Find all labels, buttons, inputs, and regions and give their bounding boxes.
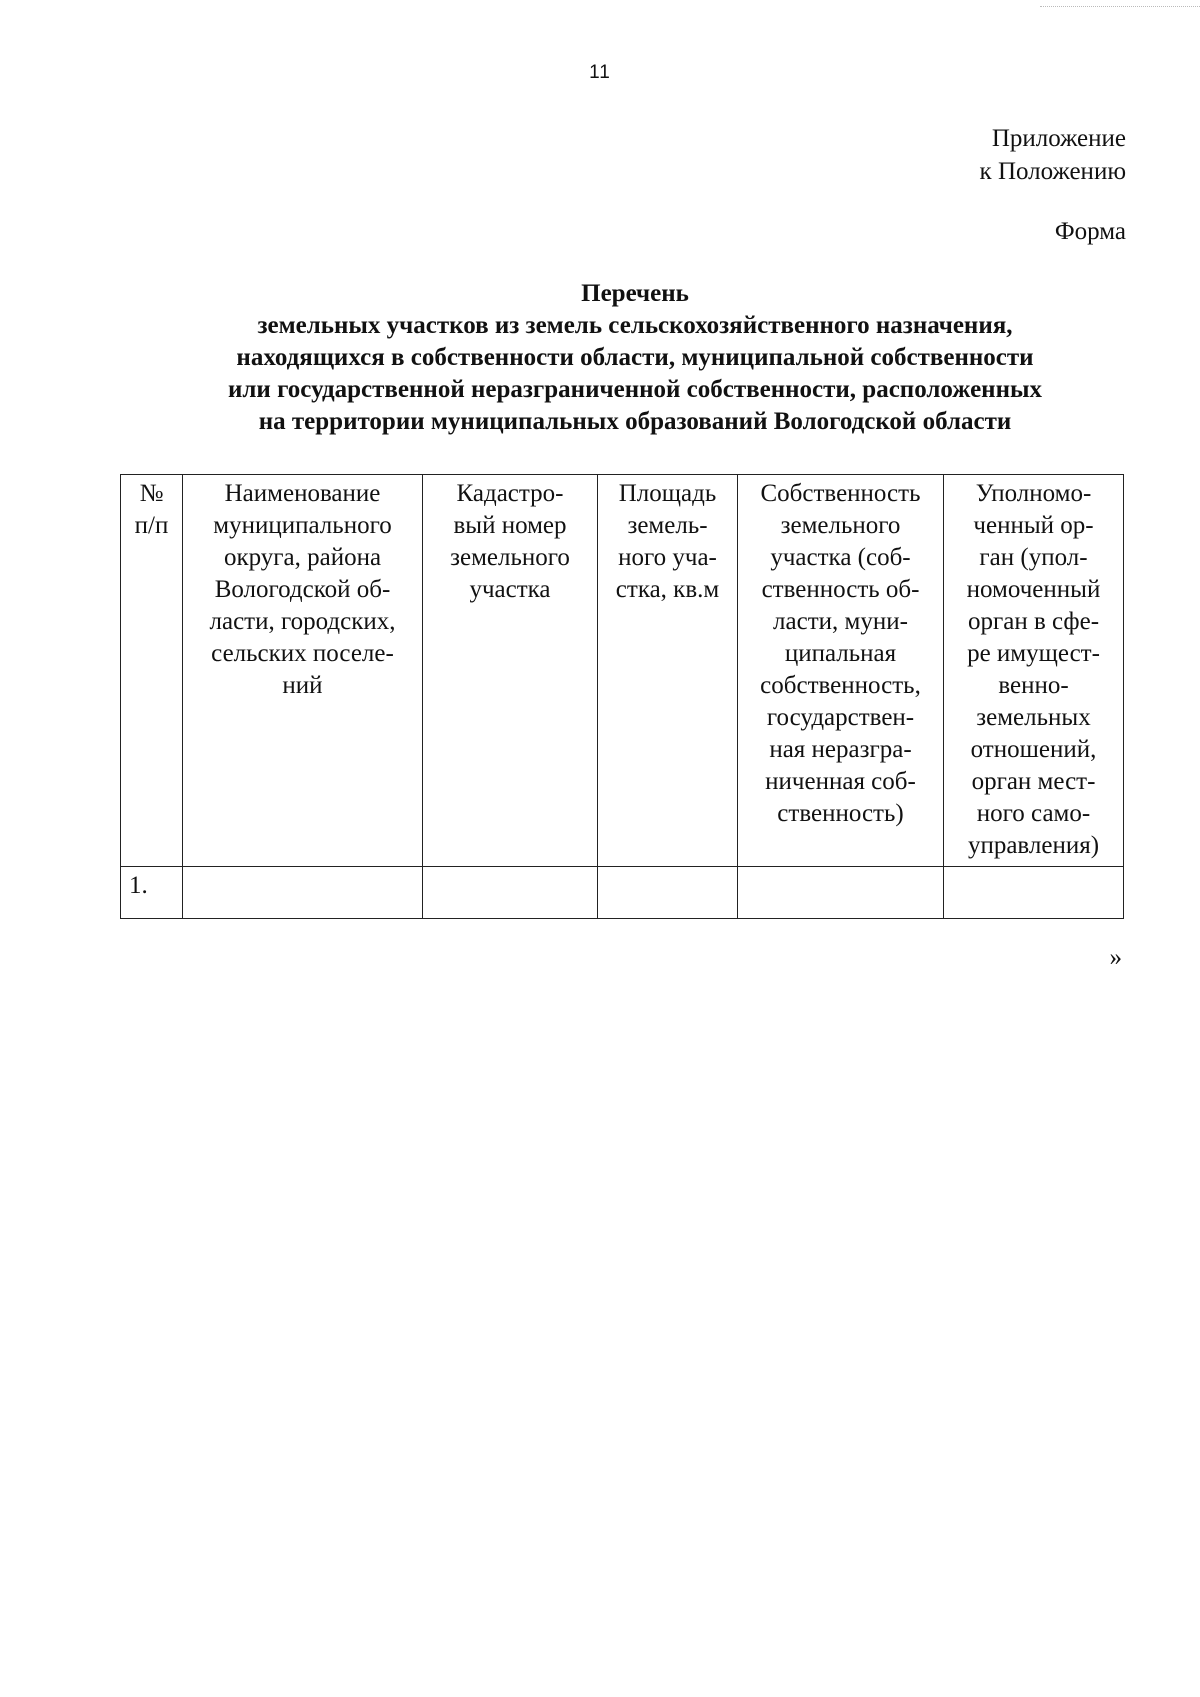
scan-edge-mark [1040, 0, 1200, 7]
cell-authorized-body [944, 867, 1124, 919]
header-number: № п/п [121, 475, 183, 867]
title-line-2: находящихся в собственности области, муниципальной собственности [236, 344, 1034, 371]
title-line-1: земельных участков из земель сельскохозяйственного назначения, [257, 312, 1013, 339]
appendix-line-1: Приложение [991, 125, 1126, 152]
title-line-4: на территории муниципальных образований Вологодской области [258, 408, 1012, 435]
header-ownership: Собственность земельного участка (соб- ственность об- ласти, муни- ципальная собственность, государствен- ная неразгра- ниченная соб- ственность) [738, 475, 944, 867]
header-area: Площадь земель- ного уча- стка, кв.м [598, 475, 738, 867]
cell-cadastral-number [423, 867, 598, 919]
title-heading: Перечень [581, 280, 689, 307]
table-header-row [121, 475, 1124, 867]
cell-ownership [738, 867, 944, 919]
cell-number: 1. [121, 867, 183, 919]
form-label: Форма [1054, 218, 1126, 245]
land-plots-table [120, 474, 1124, 919]
document-title [0, 278, 1200, 438]
header-cadastral-number: Кадастро- вый номер земельного участка [423, 475, 598, 867]
appendix-note [980, 122, 1126, 188]
title-line-3: или государственной неразграниченной собственности, расположенных [227, 376, 1043, 403]
closing-quote: » [1109, 944, 1122, 971]
cell-area [598, 867, 738, 919]
header-municipality: Наименование муниципального округа, района Вологодской об- ласти, городских, сельских поселе- ний [183, 475, 423, 867]
cell-municipality [183, 867, 423, 919]
table-row [121, 867, 1124, 919]
appendix-line-2: к Положению [979, 158, 1126, 185]
header-authorized-body: Уполномо- ченный ор- ган (упол- номоченный орган в сфе- ре имущест- венно- земельных отношений, орган мест- ного само- управления) [944, 475, 1124, 867]
page-number: 11 [589, 62, 611, 83]
